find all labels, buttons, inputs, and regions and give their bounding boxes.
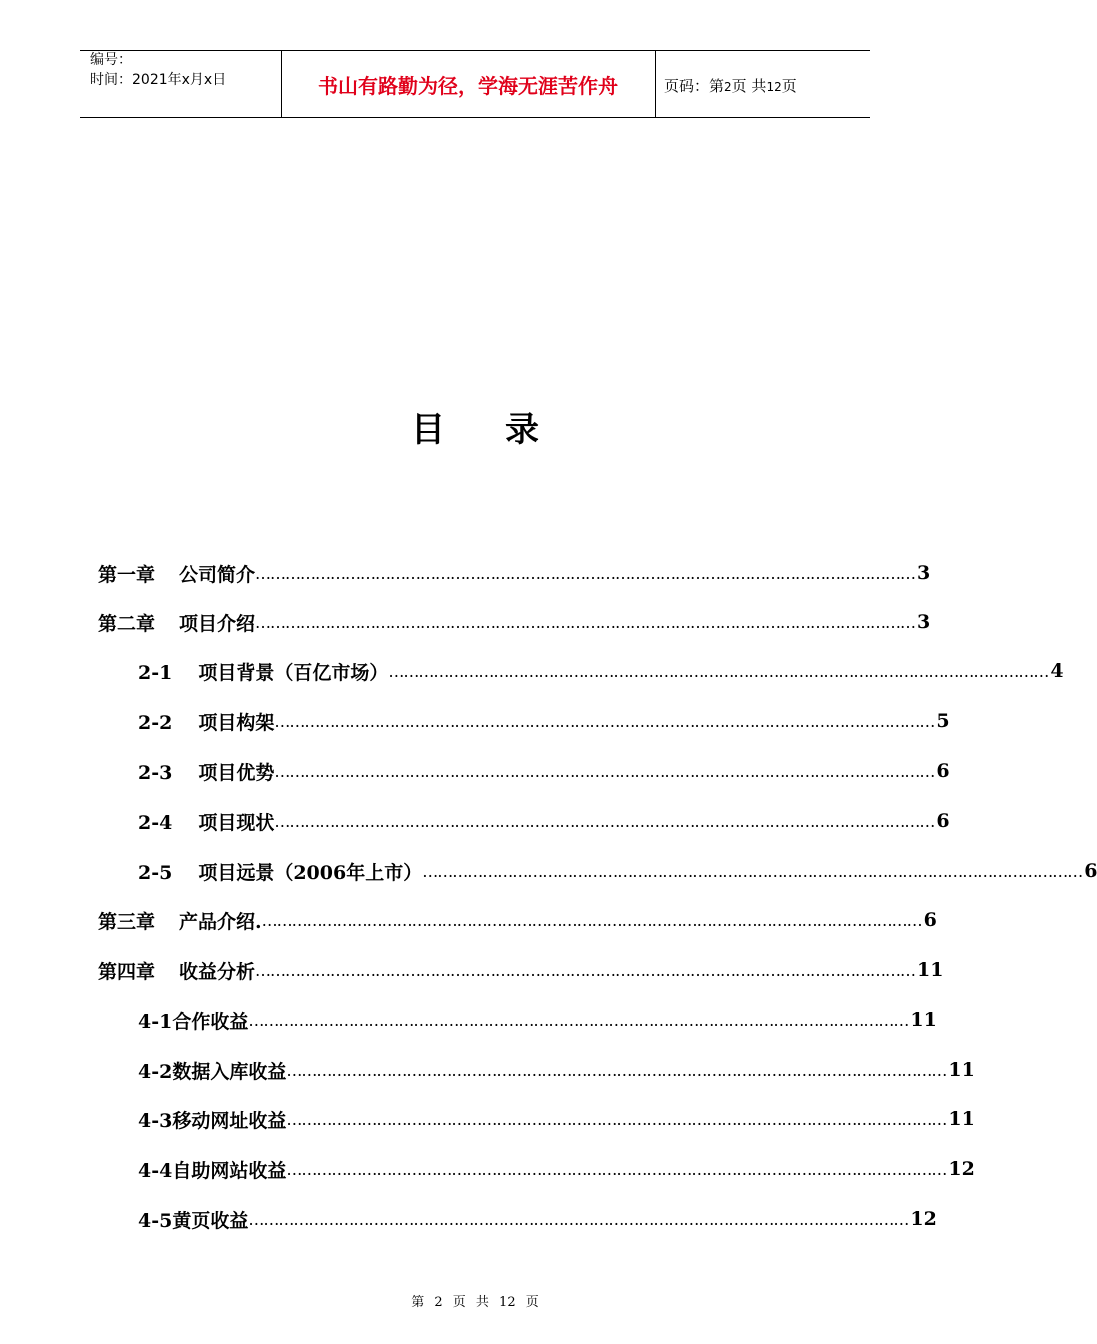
header-motto: 书山有路勤为径，学海无涯苦作舟: [318, 74, 618, 98]
toc-text: 项目现状: [198, 811, 275, 834]
toc-entry[interactable]: [138, 1204, 937, 1234]
toc-entry[interactable]: [98, 955, 944, 985]
toc-leader: ……………………………………………………………………………………………………………………: [286, 1159, 947, 1179]
toc-page: 6: [936, 810, 950, 832]
toc-page: 6: [936, 760, 950, 782]
header-page-info: [664, 75, 797, 96]
toc-text: 项目构架: [198, 711, 275, 734]
toc-leader: ……………………………………………………………………………………………………………………: [274, 711, 935, 731]
page-number: 2: [724, 80, 732, 94]
toc-text: 产品介绍.: [179, 910, 262, 933]
toc-text: 收益分析: [179, 960, 256, 983]
date-label: 时间：2021年x月x日: [90, 72, 227, 88]
toc-entry[interactable]: [98, 607, 931, 637]
toc-text: 公司简介: [179, 563, 256, 586]
toc-entry[interactable]: [98, 558, 931, 588]
header-meta: [90, 50, 226, 90]
toc-chapter: 4-5: [138, 1209, 173, 1232]
page-title: 目录: [411, 410, 599, 450]
toc-leader: ……………………………………………………………………………………………………………………: [286, 1060, 947, 1080]
toc-page: 11: [917, 959, 944, 981]
toc-chapter: 4-3: [138, 1109, 173, 1132]
toc-text: 自助网站收益: [172, 1159, 287, 1182]
toc-text: 合作收益: [172, 1010, 249, 1033]
toc-entry[interactable]: [138, 1104, 975, 1134]
code-label: 编号：: [90, 52, 132, 68]
toc-entry[interactable]: [138, 756, 950, 786]
toc-leader: ……………………………………………………………………………………………………………………: [255, 563, 916, 583]
toc-text: 数据入库收益: [172, 1060, 287, 1083]
toc-leader: ……………………………………………………………………………………………………………………: [388, 661, 1049, 681]
toc-page: 6: [1084, 860, 1097, 882]
toc-chapter: 4-4: [138, 1159, 173, 1182]
toc-chapter: 2-4: [138, 811, 173, 834]
toc-page: 11: [910, 1009, 937, 1031]
toc-page: 3: [917, 562, 931, 584]
toc-text: 项目优势: [198, 761, 275, 784]
toc-page: 5: [936, 710, 950, 732]
toc-entry[interactable]: [138, 806, 950, 836]
toc-chapter: 4-1: [138, 1010, 173, 1033]
toc-chapter: 2-5: [138, 861, 173, 884]
toc-leader: ……………………………………………………………………………………………………………………: [248, 1010, 909, 1030]
toc-text: 项目背景（百亿市场）: [198, 661, 389, 684]
toc-chapter: 2-3: [138, 761, 173, 784]
toc-chapter: 第二章: [98, 612, 156, 635]
toc-text: 黄页收益: [172, 1209, 249, 1232]
toc-entry[interactable]: [138, 656, 1064, 686]
toc-chapter: 第四章: [98, 960, 156, 983]
toc-entry[interactable]: [138, 706, 950, 736]
page-footer: 第 2 页 共 12 页: [411, 1295, 539, 1310]
toc-chapter: 第一章: [98, 563, 156, 586]
page-total: 12: [766, 80, 782, 94]
toc-text: 移动网址收益: [172, 1109, 287, 1132]
header-bottom-rule: [80, 117, 870, 118]
toc-leader: ……………………………………………………………………………………………………………………: [261, 910, 922, 930]
toc-leader: ……………………………………………………………………………………………………………………: [255, 960, 916, 980]
toc-page: 11: [948, 1059, 975, 1081]
toc-leader: ……………………………………………………………………………………………………………………: [286, 1109, 947, 1129]
page-label: 页码：第: [664, 77, 725, 95]
toc-leader: ……………………………………………………………………………………………………………………: [274, 761, 935, 781]
toc-text: 项目介绍: [179, 612, 256, 635]
toc-leader: ……………………………………………………………………………………………………………………: [422, 861, 1083, 881]
toc-leader: ……………………………………………………………………………………………………………………: [248, 1209, 909, 1229]
page-mid: 页 共: [731, 77, 767, 95]
toc-page: 12: [910, 1208, 937, 1230]
toc-entry[interactable]: [138, 1055, 975, 1085]
toc-text: 项目远景（2006年上市）: [198, 861, 423, 884]
toc-chapter: 2-1: [138, 661, 173, 684]
toc-page: 6: [923, 909, 937, 931]
toc-entry[interactable]: [98, 905, 937, 935]
toc-chapter: 4-2: [138, 1060, 173, 1083]
toc-page: 11: [948, 1108, 975, 1130]
toc-leader: ……………………………………………………………………………………………………………………: [255, 612, 916, 632]
toc-leader: ……………………………………………………………………………………………………………………: [274, 811, 935, 831]
toc-entry[interactable]: [138, 1154, 975, 1184]
toc-page: 4: [1050, 660, 1064, 682]
toc-entry[interactable]: [138, 1005, 937, 1035]
toc-chapter: 2-2: [138, 711, 173, 734]
toc-page: 3: [917, 611, 931, 633]
page-end: 页: [781, 77, 797, 95]
header-divider-right: [655, 51, 656, 117]
toc-entry[interactable]: [138, 856, 1097, 886]
toc-page: 12: [948, 1158, 975, 1180]
toc-chapter: 第三章: [98, 910, 156, 933]
